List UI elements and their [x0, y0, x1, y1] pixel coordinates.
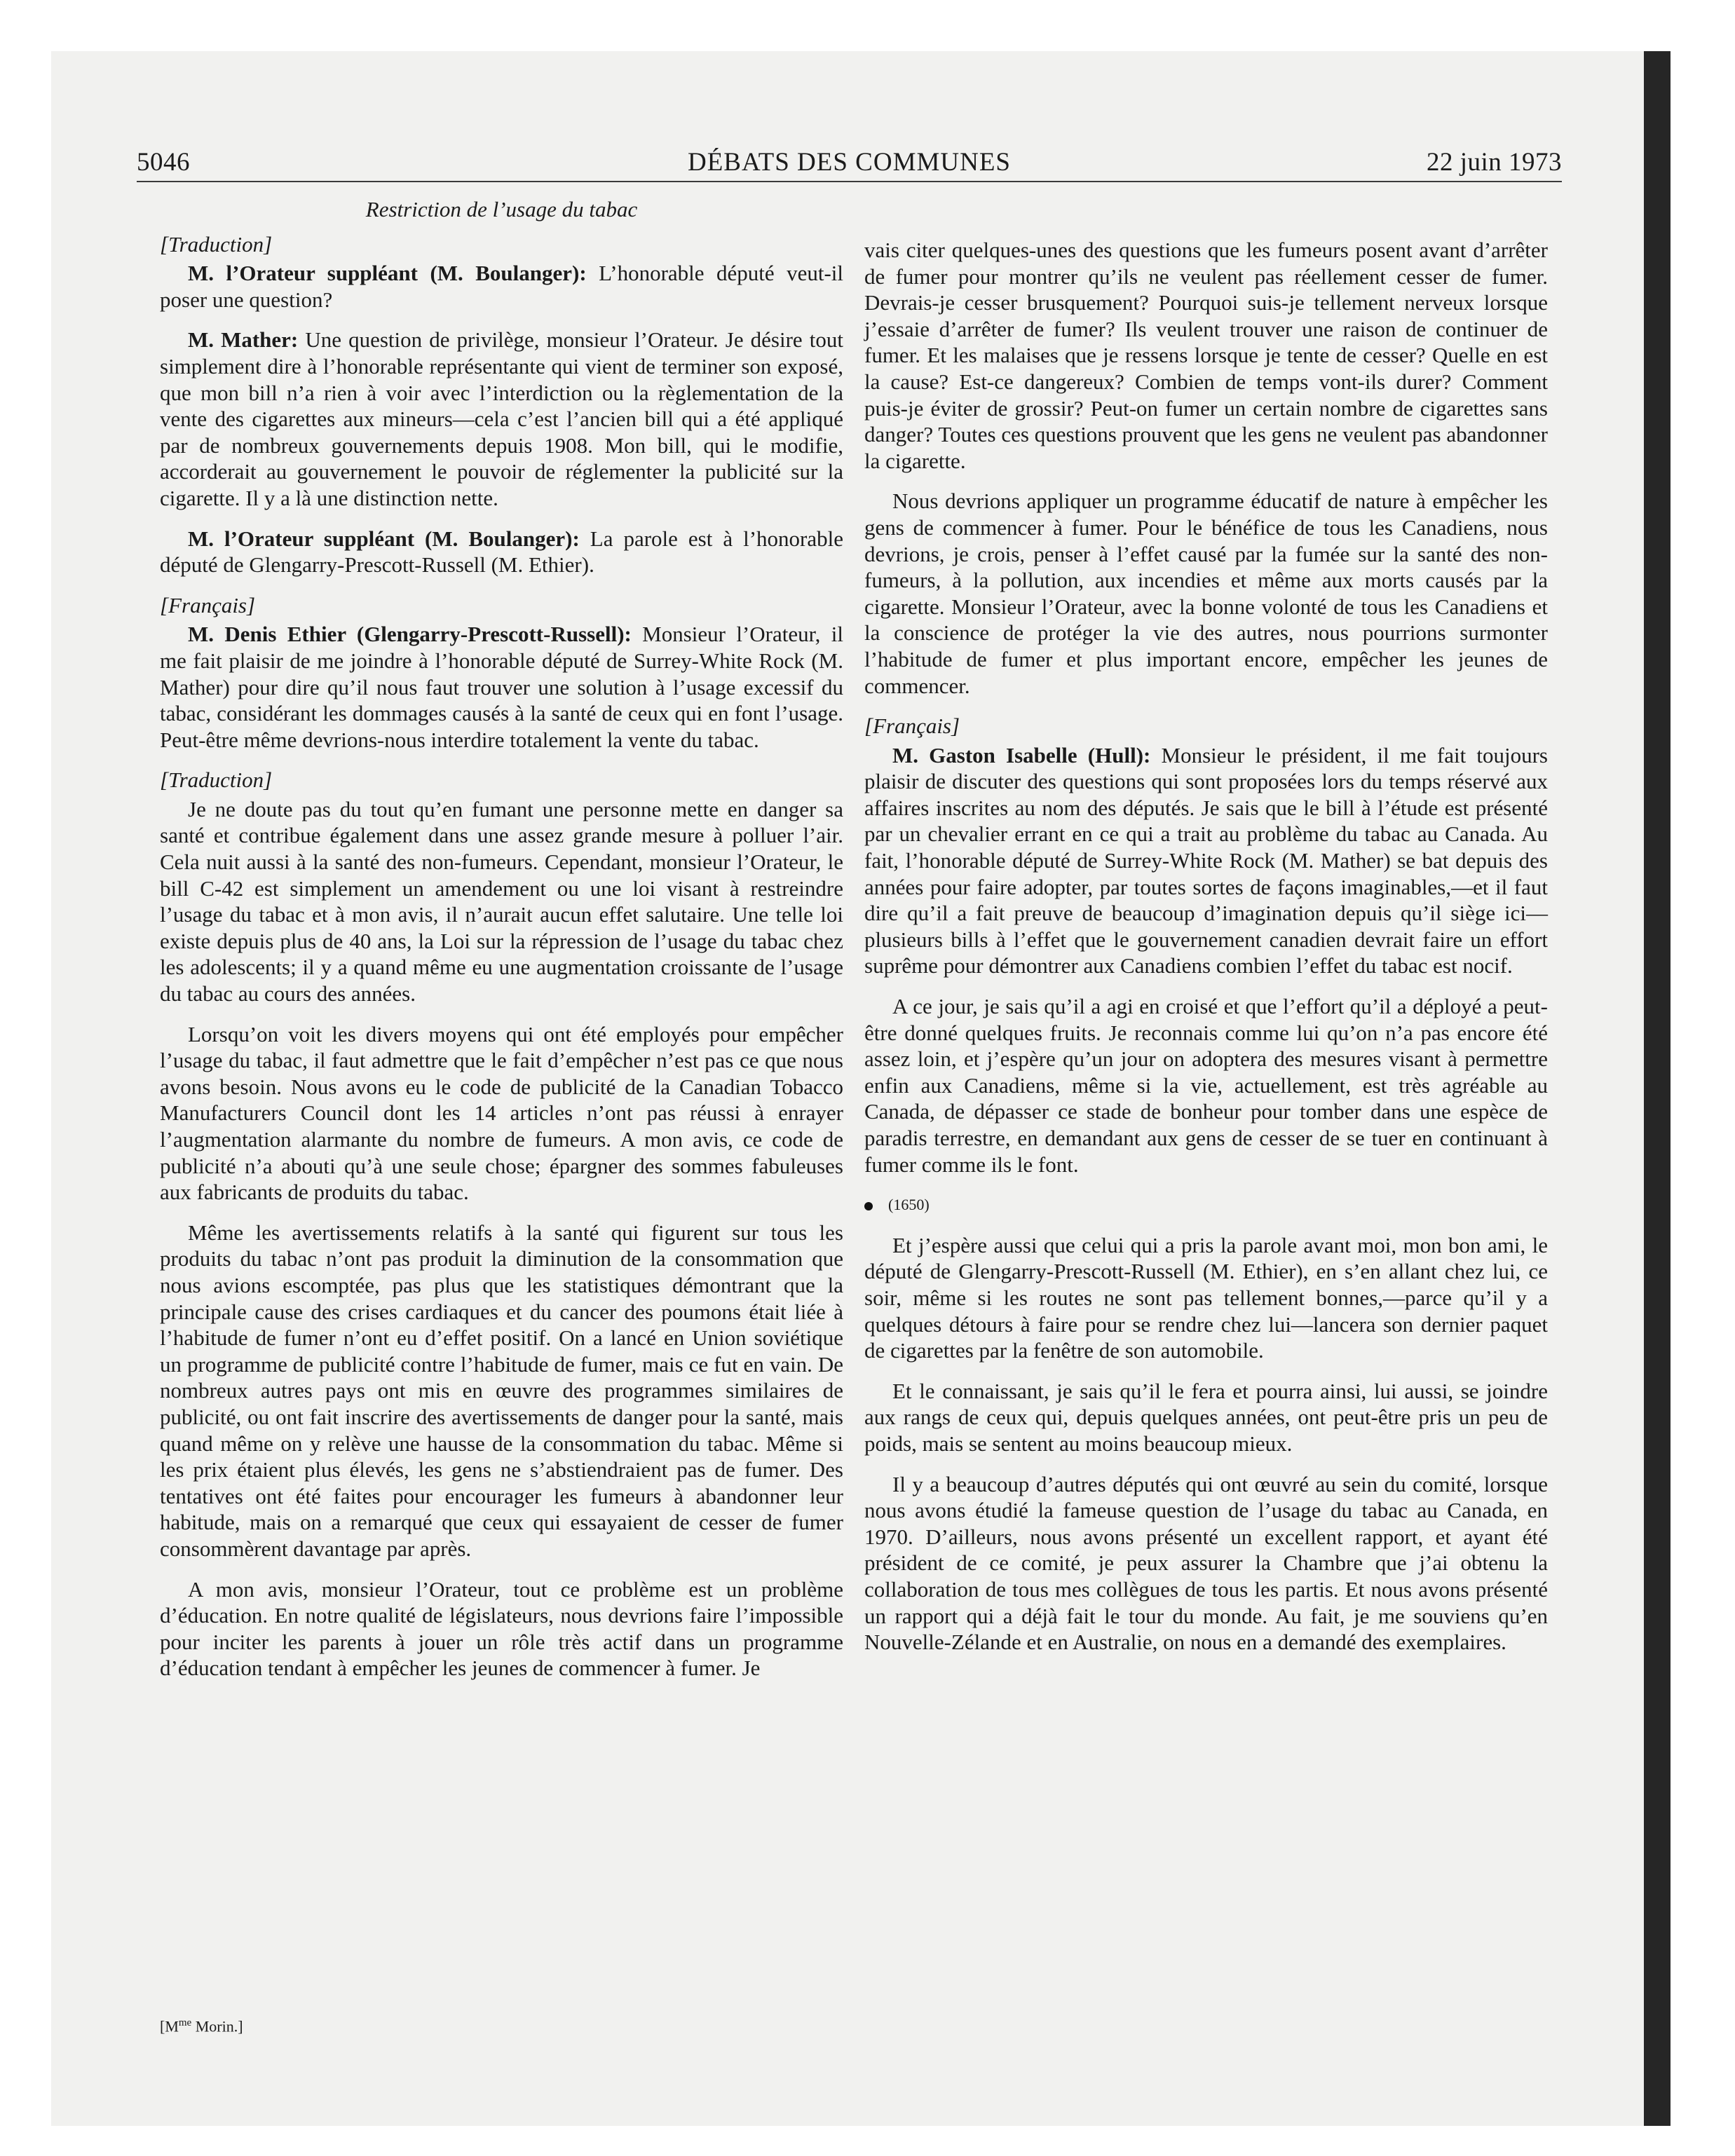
paragraph	[160, 621, 843, 753]
paragraph: Je ne doute pas du tout qu’en fumant une personne mette en danger sa santé et contribue également dans une assez grande mesure à polluer l’air. Cela nuit aussi à la santé des non-fumeurs. Cependant, monsieur l’Orateur, le bill C-42 est simplement un amendement ou une loi visant à restreindre l’usage du tabac et à mon avis, il n’aurait aucun effet salutaire. Une telle loi existe depuis plus de 40 ans, la Loi sur la répression de l’usage du tabac chez les adolescents; il y a quand même eu une augmentation croissante de l’usage du tabac au cours des années.	[160, 796, 843, 1007]
language-marker: [Traduction]	[160, 231, 273, 257]
speaker-name: M. Mather:	[188, 327, 299, 353]
paragraph: vais citer quelques-unes des questions que les fumeurs posent avant d’arrêter de fumer pour montrer qu’ils ne veulent pas réellement cesser de fumer. Devrais-je cesser brusquement? Pourquoi suis-je tellement nerveux lorsque j’essaie d’arrêter de fumer? Ils veulent trouver une raison de continuer de fumer. Et les malaises que je ressens lorsque je tente de cesser? Quelle en est la cause? Est-ce dangereux? Combien de temps vont-ils durer? Comment puis-je éviter de grossir? Peut-on fumer un certain nombre de cigarettes sans danger? Toutes ces questions prouvent que les gens ne veulent pas abandonner la cigarette.	[864, 238, 1548, 473]
section-heading: Restriction de l’usage du tabac	[365, 197, 638, 221]
speaker-name: M. Denis Ethier (Glengarry-Prescott-Russell):	[188, 622, 632, 647]
scan-binding-edge	[1644, 51, 1671, 2126]
publication-title: DÉBATS DES COMMUNES	[687, 148, 1011, 177]
speech-text: Monsieur le président, il me fait toujours plaisir de discuter des questions qui sont proposées lors du temps réservé aux affaires inscrites au nom des députés. Je sais que le bill à l’étude est présenté par un chevalier errant en ce qui a trait au problème du tabac au Canada. Au fait, l’honorable député de Surrey-White Rock (M. Mather) se bat depuis des années pour faire adopter, par toutes sortes de façons imaginables,—et il faut dire qu’il a fait preuve de beaucoup d’imagination depuis qu’il siège ici—plusieurs bills à l’effet que le gouvernement canadien devrait faire un effort suprême pour démontrer aux Canadiens combien l’effet du tabac est nocif.	[864, 742, 1548, 978]
paragraph: Nous devrions appliquer un programme éducatif de nature à empêcher les gens de commencer à fumer. Pour le bénéfice de tous les Canadiens, nous devrions, je crois, penser à l’effet causé par la fumée sur la santé des non-fumeurs, à la pollution, aux incendies et même aux morts causés par la cigarette. Monsieur l’Orateur, avec la bonne volonté de tous les Canadiens et la conscience de protéger la vie des autres, nous pourrions surmonter l’habitude de fumer et plus important encore, empêcher les jeunes de commencer.	[864, 489, 1548, 698]
paragraph: Et j’espère aussi que celui qui a pris la parole avant moi, mon bon ami, le député de Glengarry-Prescott-Russell (M. Ethier), en s’en allant chez lui, ce soir, même si les routes ne sont pas tellement bonnes,—parce qu’il y a quelques détours à faire pour se rendre chez lui—lancera son dernier paquet de cigarettes par la fenêtre de son automobile.	[864, 1232, 1548, 1363]
speaker-name: M. l’Orateur suppléant (M. Boulanger):	[188, 261, 587, 286]
speaker-name: M. l’Orateur suppléant (M. Boulanger):	[188, 526, 580, 551]
paragraph	[864, 742, 1548, 979]
paragraph	[160, 327, 843, 511]
speaker-footnote: [$M^{me}$ Morin.]	[160, 2017, 243, 2035]
page-date: 22 juin 1973	[1426, 148, 1562, 177]
right-column	[864, 237, 1548, 1670]
paragraph: Il y a beaucoup d’autres députés qui ont œuvré au sein du comité, lorsque nous avons étudié la fameuse question de l’usage du tabac au Canada, en 1970. D’ailleurs, nous avons présenté un excellent rapport, et ayant été président de ce comité, je peux assurer la Chambre que j’ai obtenu la collaboration de tous mes collègues de tous les partis. Et nous avons présenté un rapport qui a déjà fait le tour du monde. Au fait, je me souviens qu’en Nouvelle-Zélande et en Australie, on nous en a demandé des exemplaires.	[864, 1471, 1548, 1655]
language-marker: [Français]	[160, 592, 256, 618]
speech-text: L’honorable député veut-il poser une question?	[160, 261, 843, 312]
paragraph: Même les avertissements relatifs à la santé qui figurent sur tous les produits du tabac n’ont pas produit la diminution de la consommation que nous avions escomptée, pas plus que les statistiques démontrant que la principale cause des crises cardiaques et du cancer des poumons était liée à l’habitude de fumer n’ont eu d’effet positif. On a lancé en Union soviétique un programme de publicité contre l’habitude de fumer, mais ce fut en vain. De nombreux autres pays ont mis en œuvre des programmes similaires de publicité, ou ont fait inscrire des avertissements de danger pour la santé, mais quand même on y relève une hausse de la consommation du tabac. Même si les prix étaient plus élevés, les gens ne s’abstiendraient pas de fumer. Des tentatives ont été faites pour encourager les fumeurs à abandonner leur habitude, mais on a remarqué que ceux qui essayaient de cesser de fumer consommèrent davantage par après.	[160, 1220, 843, 1561]
bullet-icon	[864, 1202, 873, 1210]
left-column	[160, 196, 843, 1696]
language-marker: [Traduction]	[160, 767, 273, 793]
paragraph: A ce jour, je sais qu’il a agi en croisé et que l’effort qu’il a déployé a peut-être donné quelques fruits. Je reconnais comme lui qu’on n’a pas encore été assez loin, et j’espère qu’un jour on adoptera des mesures visant à permettre enfin aux Canadiens, même si la vie, actuellement, est très agréable au Canada, de dépasser ce stade de bonheur pour tomber dans une espèce de paradis terrestre, en demandant aux gens de cesser de se tuer en continuant à fumer comme ils le font.	[864, 994, 1548, 1177]
page-number: 5046	[137, 148, 190, 177]
speech-text: Une question de privilège, monsieur l’Orateur. Je désire tout simplement dire à l’honorable représentante qui vient de terminer son exposé, que mon bill n’a rien à voir avec l’interdiction ou la règlementation de la vente des cigarettes aux mineurs—cela c’est l’ancien bill qui a été appliqué par de nombreux gouvernements depuis 1908. Mon bill, qui le modifie, accorderait au gouvernement le pouvoir de réglementer la publicité sur la cigarette. Il y a là une distinction nette.	[160, 327, 843, 510]
speaker-name: M. Gaston Isabelle (Hull):	[892, 742, 1151, 767]
speech-text: La parole est à l’honorable député de Glengarry-Prescott-Russell (M. Ethier).	[160, 526, 843, 578]
speech-text: Monsieur l’Orateur, il me fait plaisir de me joindre à l’honorable député de Surrey-White Rock (M. Mather) pour dire qu’il nous faut trouver une solution à l’usage excessif du tabac, considérant les dommages causés à la santé de ceux qui en font l’usage. Peut-être même devrions-nous interdire totalement la vente du tabac.	[160, 622, 843, 752]
paragraph	[160, 260, 843, 313]
paragraph: Lorsqu’on voit les divers moyens qui ont été employés pour empêcher l’usage du tabac, il faut admettre que le fait d’empêcher n’est pas ce que nous avons besoin. Nous avons eu le code de publicité de la Canadian Tobacco Manufacturers Council dont les 14 articles n’ont pas réussi à enrayer l’augmentation alarmante du nombre de fumeurs. A mon avis, ce code de publicité n’a abouti qu’à une seule chose; épargner des sommes fabuleuses aux fabricants de produits du tabac.	[160, 1021, 843, 1205]
time-marker-text: (1650)	[888, 1196, 930, 1214]
paragraph: A mon avis, monsieur l’Orateur, tout ce problème est un problème d’éducation. En notre qualité de législateurs, nous devrions faire l’impossible pour inciter les parents à jouer un rôle très actif dans un programme d’éducation tendant à empêcher les jeunes de commencer à fumer. Je	[160, 1576, 843, 1681]
paragraph: Et le connaissant, je sais qu’il le fera et pourra ainsi, lui aussi, se joindre aux rangs de ceux qui, depuis quelques années, ont peut-être pris un peu de poids, mais se sentent au moins beaucoup mieux.	[864, 1378, 1548, 1456]
language-marker: [Français]	[864, 714, 960, 739]
time-marker	[864, 1192, 1548, 1218]
paragraph	[160, 526, 843, 578]
header-rule	[137, 181, 1562, 182]
page-header	[137, 147, 1562, 182]
